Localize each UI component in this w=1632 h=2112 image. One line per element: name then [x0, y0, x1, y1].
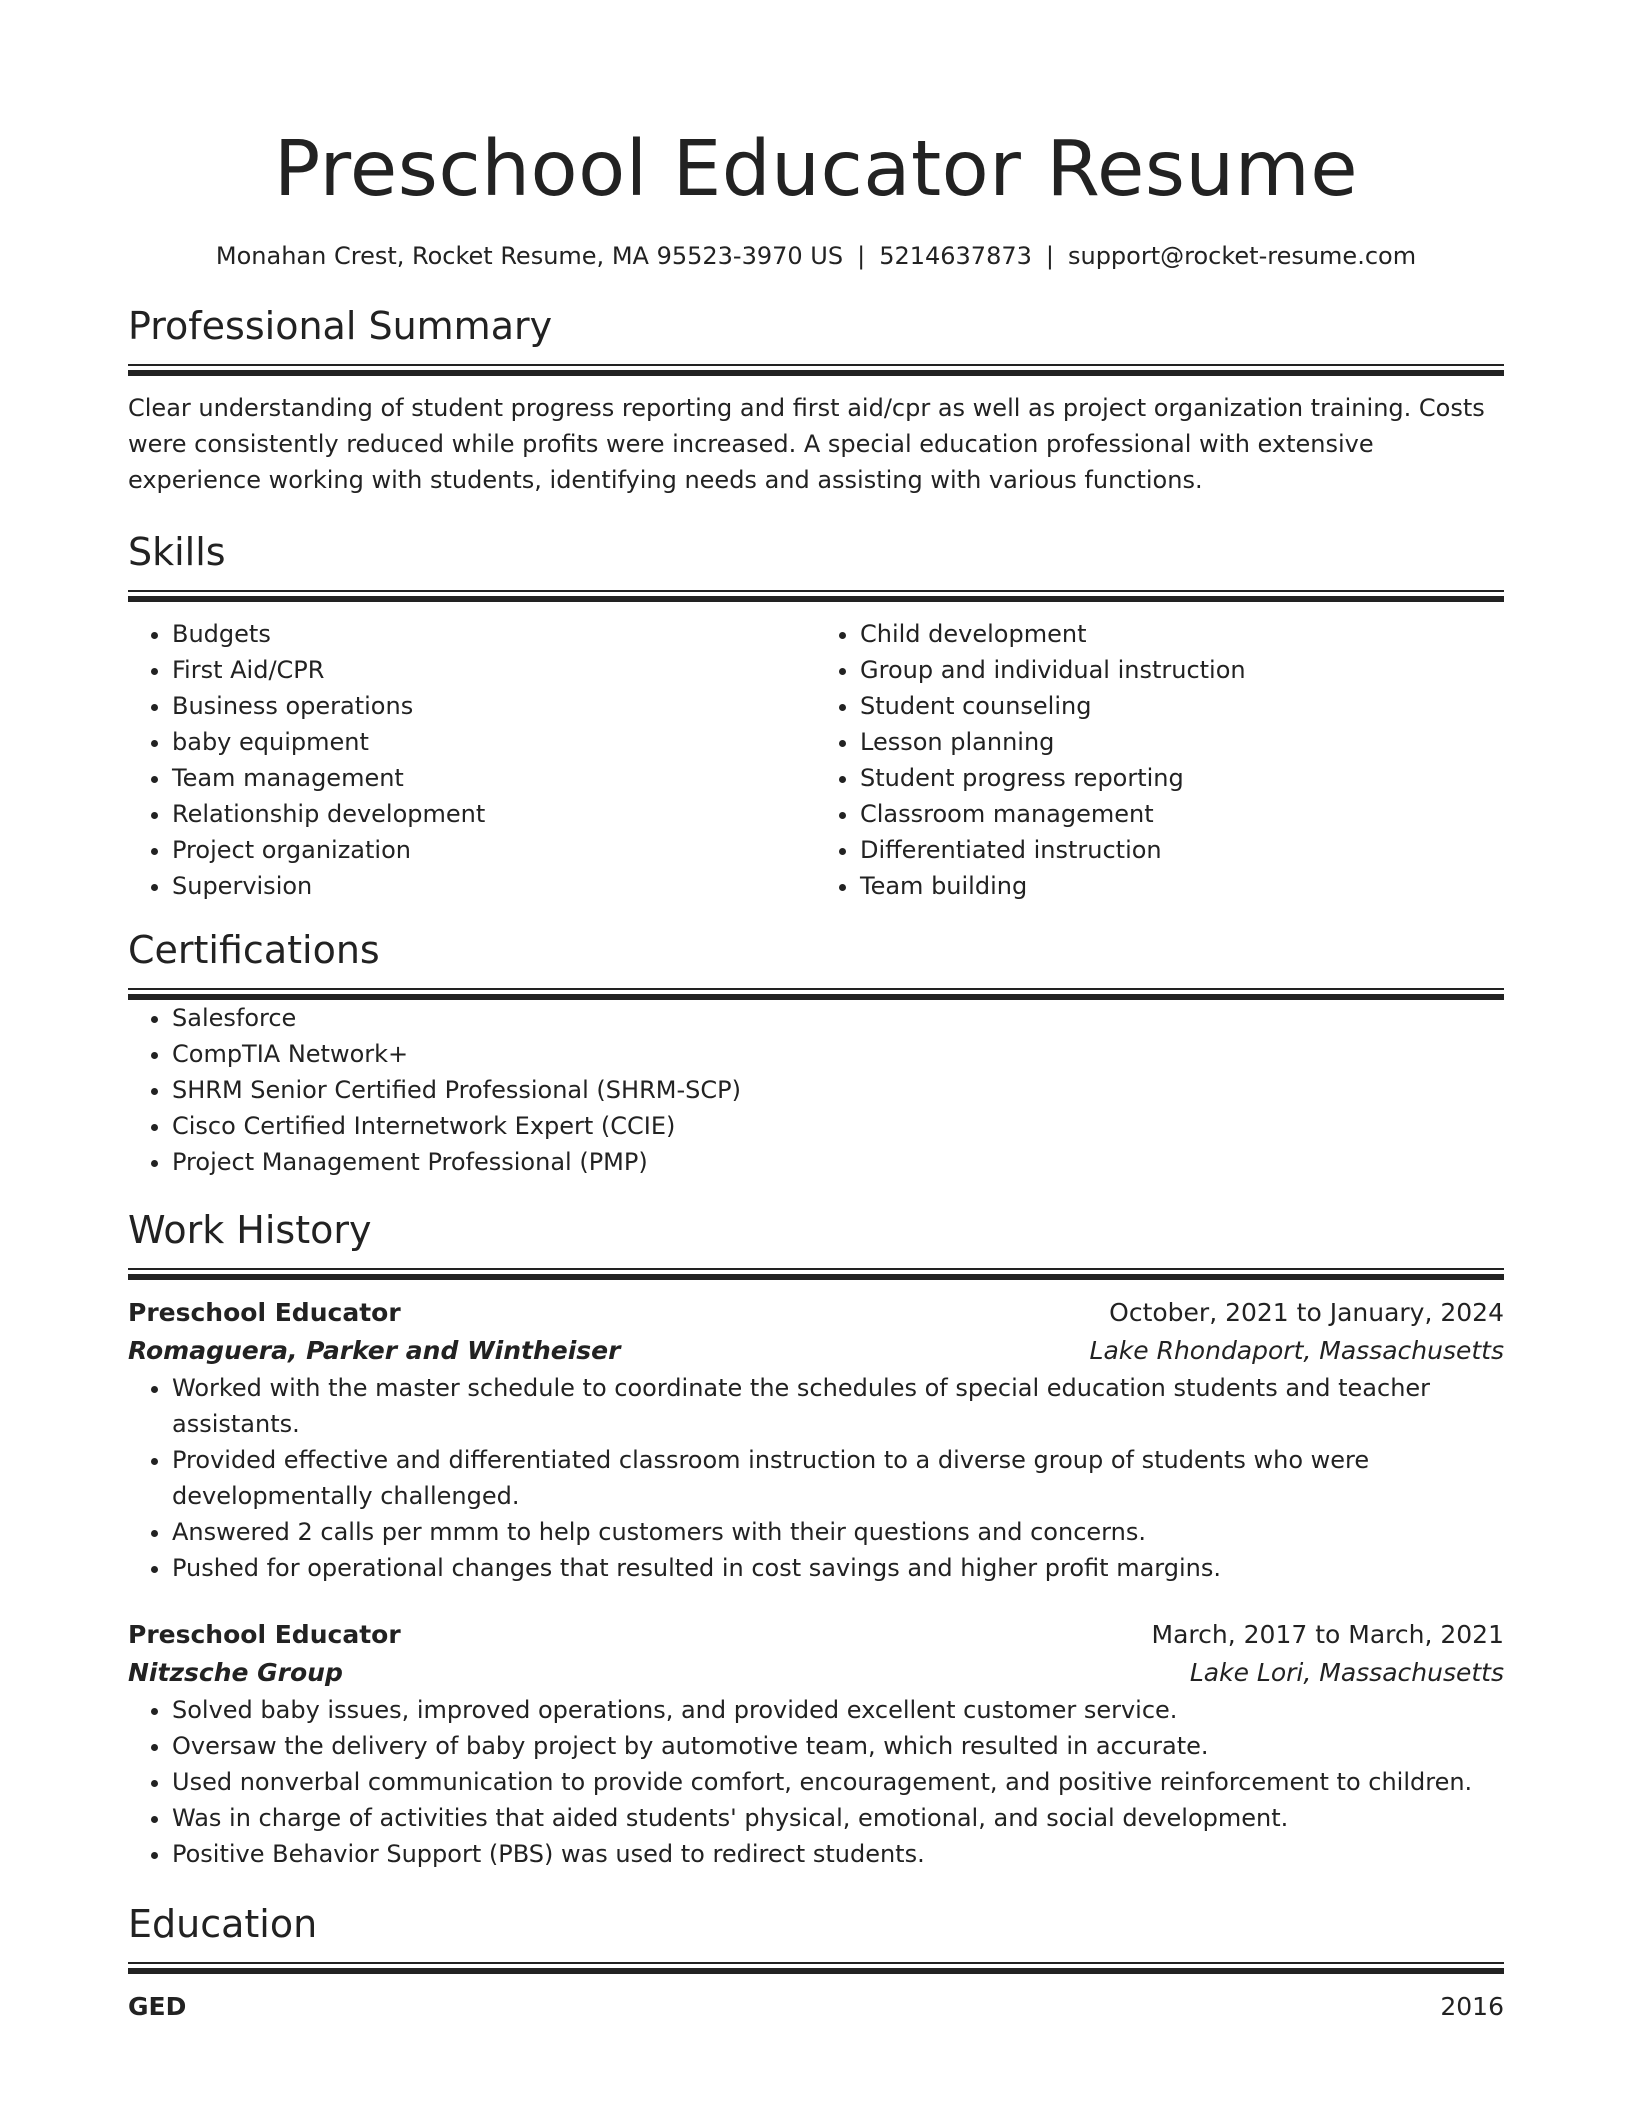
certifications-section [128, 926, 1504, 1180]
list-item: • Differentiated instruction [860, 832, 1504, 868]
list-item: • Cisco Certified Internetwork Expert (CCIE) [172, 1108, 1504, 1144]
list-item: • Student counseling [860, 688, 1504, 724]
list-item: • baby equipment [172, 724, 816, 760]
job-dates: October, 2021 to January, 2024 [1109, 1298, 1504, 1327]
education-section [128, 1900, 1504, 2026]
list-item: • Positive Behavior Support (PBS) was used to redirect students. [172, 1836, 1504, 1872]
list-item: • CompTIA Network+ [172, 1036, 1504, 1072]
job-bullet-list [128, 1692, 1504, 1872]
education-entry [128, 1988, 1504, 2026]
list-item: • Pushed for operational changes that resulted in cost savings and higher profit margins. [172, 1550, 1504, 1586]
certifications-list [128, 1000, 1504, 1180]
section-heading-skills: Skills [128, 530, 226, 574]
section-divider [128, 590, 1504, 602]
job-title: Preschool Educator [128, 1298, 401, 1327]
job-company: Romaguera, Parker and Wintheiser [128, 1336, 621, 1365]
list-item: • Provided effective and differentiated classroom instruction to a diverse group of students who were developmentally challenged. [172, 1442, 1504, 1514]
list-item: • Answered 2 calls per mmm to help customers with their questions and concerns. [172, 1514, 1504, 1550]
summary-section [128, 302, 1504, 498]
summary-text: Clear understanding of student progress reporting and first aid/cpr as well as project organization training. Costs were consistently reduced while profits were increased. A special education professional with extensive experience working with students, identifying needs and assisting with various functions. [128, 394, 1485, 494]
list-item: • Used nonverbal communication to provide comfort, encouragement, and positive reinforcement to children. [172, 1764, 1504, 1800]
list-item: • Project organization [172, 832, 816, 868]
section-heading-certifications: Certifications [128, 928, 380, 972]
section-divider [128, 364, 1504, 376]
contact-separator: | [1045, 242, 1054, 270]
contact-email: support@rocket-resume.com [1067, 242, 1417, 270]
contact-separator: | [857, 242, 866, 270]
list-item: • First Aid/CPR [172, 652, 816, 688]
list-item: • Child development [860, 616, 1504, 652]
skills-list-left [128, 616, 816, 904]
job-subheader [128, 1332, 1504, 1370]
section-heading-work-history: Work History [128, 1208, 372, 1252]
list-item: • Group and individual instruction [860, 652, 1504, 688]
section-divider [128, 1962, 1504, 1974]
list-item: • Classroom management [860, 796, 1504, 832]
list-item: • Solved baby issues, improved operations, and provided excellent customer service. [172, 1692, 1504, 1728]
education-year: 2016 [1440, 1992, 1504, 2021]
list-item: • Team building [860, 868, 1504, 904]
list-item: • Worked with the master schedule to coordinate the schedules of special education students and teacher assistants. [172, 1370, 1504, 1442]
list-item: • Salesforce [172, 1000, 1504, 1036]
resume-title: Preschool Educator Resume [273, 125, 1359, 214]
list-item: • Was in charge of activities that aided students' physical, emotional, and social development. [172, 1800, 1504, 1836]
list-item: • Supervision [172, 868, 816, 904]
job-location: Lake Rhondaport, Massachusetts [1089, 1336, 1504, 1365]
section-divider [128, 1268, 1504, 1280]
section-divider [128, 988, 1504, 1000]
section-heading-summary: Professional Summary [128, 304, 553, 348]
job-subheader [128, 1654, 1504, 1692]
job-entry [128, 1616, 1504, 1872]
list-item: • Project Management Professional (PMP) [172, 1144, 1504, 1180]
skills-grid [128, 616, 1504, 904]
job-company: Nitzsche Group [128, 1658, 343, 1687]
list-item: • Business operations [172, 688, 816, 724]
list-item: • Budgets [172, 616, 816, 652]
job-location: Lake Lori, Massachusetts [1189, 1658, 1504, 1687]
job-title: Preschool Educator [128, 1620, 401, 1649]
list-item: • SHRM Senior Certified Professional (SHRM-SCP) [172, 1072, 1504, 1108]
section-heading-education: Education [128, 1902, 318, 1946]
list-item: • Relationship development [172, 796, 816, 832]
job-dates: March, 2017 to March, 2021 [1151, 1620, 1504, 1649]
contact-phone: 5214637873 [879, 242, 1032, 270]
job-bullet-list [128, 1370, 1504, 1586]
work-history-section [128, 1206, 1504, 1872]
contact-address: Monahan Crest, Rocket Resume, MA 95523-3970 US [215, 242, 844, 270]
job-header [128, 1294, 1504, 1332]
resume-page [128, 0, 1504, 2026]
education-degree: GED [128, 1992, 187, 2021]
contact-line [128, 240, 1504, 272]
skills-section [128, 528, 1504, 904]
list-item: • Team management [172, 760, 816, 796]
skills-list-right [816, 616, 1504, 904]
list-item: • Lesson planning [860, 724, 1504, 760]
job-entry [128, 1294, 1504, 1586]
list-item: • Oversaw the delivery of baby project by automotive team, which resulted in accurate. [172, 1728, 1504, 1764]
list-item: • Student progress reporting [860, 760, 1504, 796]
job-header [128, 1616, 1504, 1654]
